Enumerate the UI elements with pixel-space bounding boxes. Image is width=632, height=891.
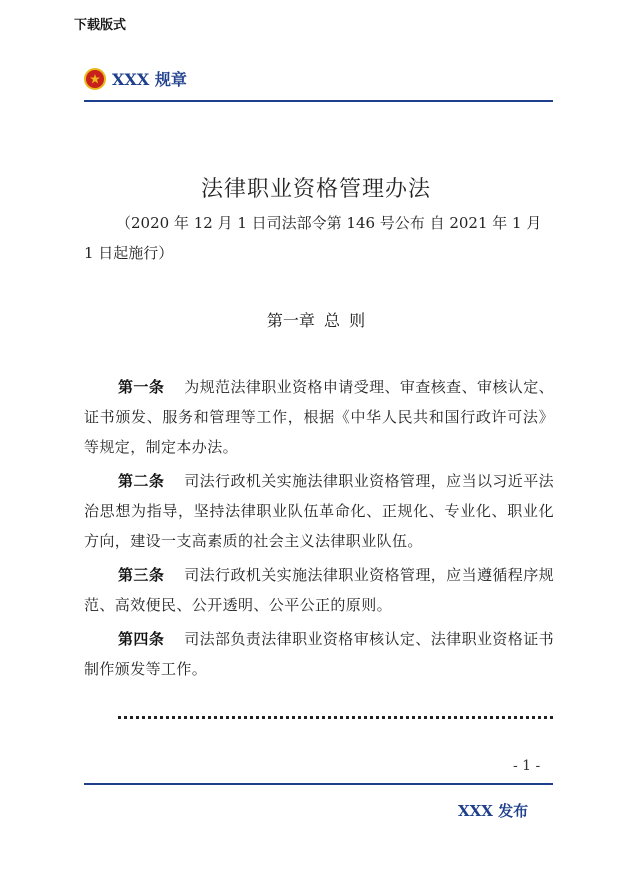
article-2 (84, 466, 554, 556)
article-number: 第四条 (118, 630, 165, 648)
article-number: 第一条 (118, 378, 165, 396)
document-subtitle (84, 208, 554, 268)
subtitle-line-2: 1 日起施行） (84, 244, 174, 262)
article-text: 司法部负责法律职业资格审核认定、法律职业资格证书制作颁发等工作。 (84, 630, 555, 678)
article-text: 为规范法律职业资格申请受理、审查核查、审核认定、证书颁发、服务和管理等工作，根据《中华人民共和国行政许可法》等规定，制定本办法。 (84, 378, 555, 456)
national-emblem-icon (84, 68, 106, 90)
document-header (84, 67, 187, 90)
article-list (84, 372, 554, 688)
subtitle-line-1: （2020 年 12 月 1 日司法部令第 146 号公布 自 2021 年 1 月 (116, 214, 542, 232)
download-format-label[interactable]: 下载版式 (74, 18, 127, 33)
article-number: 第二条 (118, 472, 165, 490)
chapter-heading: 第一章 总 则 (266, 311, 366, 330)
article-4 (84, 624, 554, 684)
ellipsis-dotted-line (118, 706, 553, 719)
header-divider (84, 100, 553, 102)
article-text: 司法行政机关实施法律职业资格管理，应当以习近平法治思想为指导，坚持法律职业队伍革命化、正规化、专业化、职业化方向，建设一支高素质的社会主义法律职业队伍。 (84, 472, 555, 550)
article-3 (84, 560, 554, 620)
article-1 (84, 372, 554, 462)
header-title: XXX 规章 (112, 70, 187, 89)
article-text: 司法行政机关实施法律职业资格管理，应当遵循程序规范、高效便民、公开透明、公平公正的原则。 (84, 566, 555, 614)
footer-divider (84, 783, 553, 785)
article-number: 第三条 (118, 566, 165, 584)
publisher-label: XXX 发布 (458, 802, 529, 820)
page-number: - 1 - (513, 758, 541, 774)
document-title: 法律职业资格管理办法 (200, 177, 431, 202)
